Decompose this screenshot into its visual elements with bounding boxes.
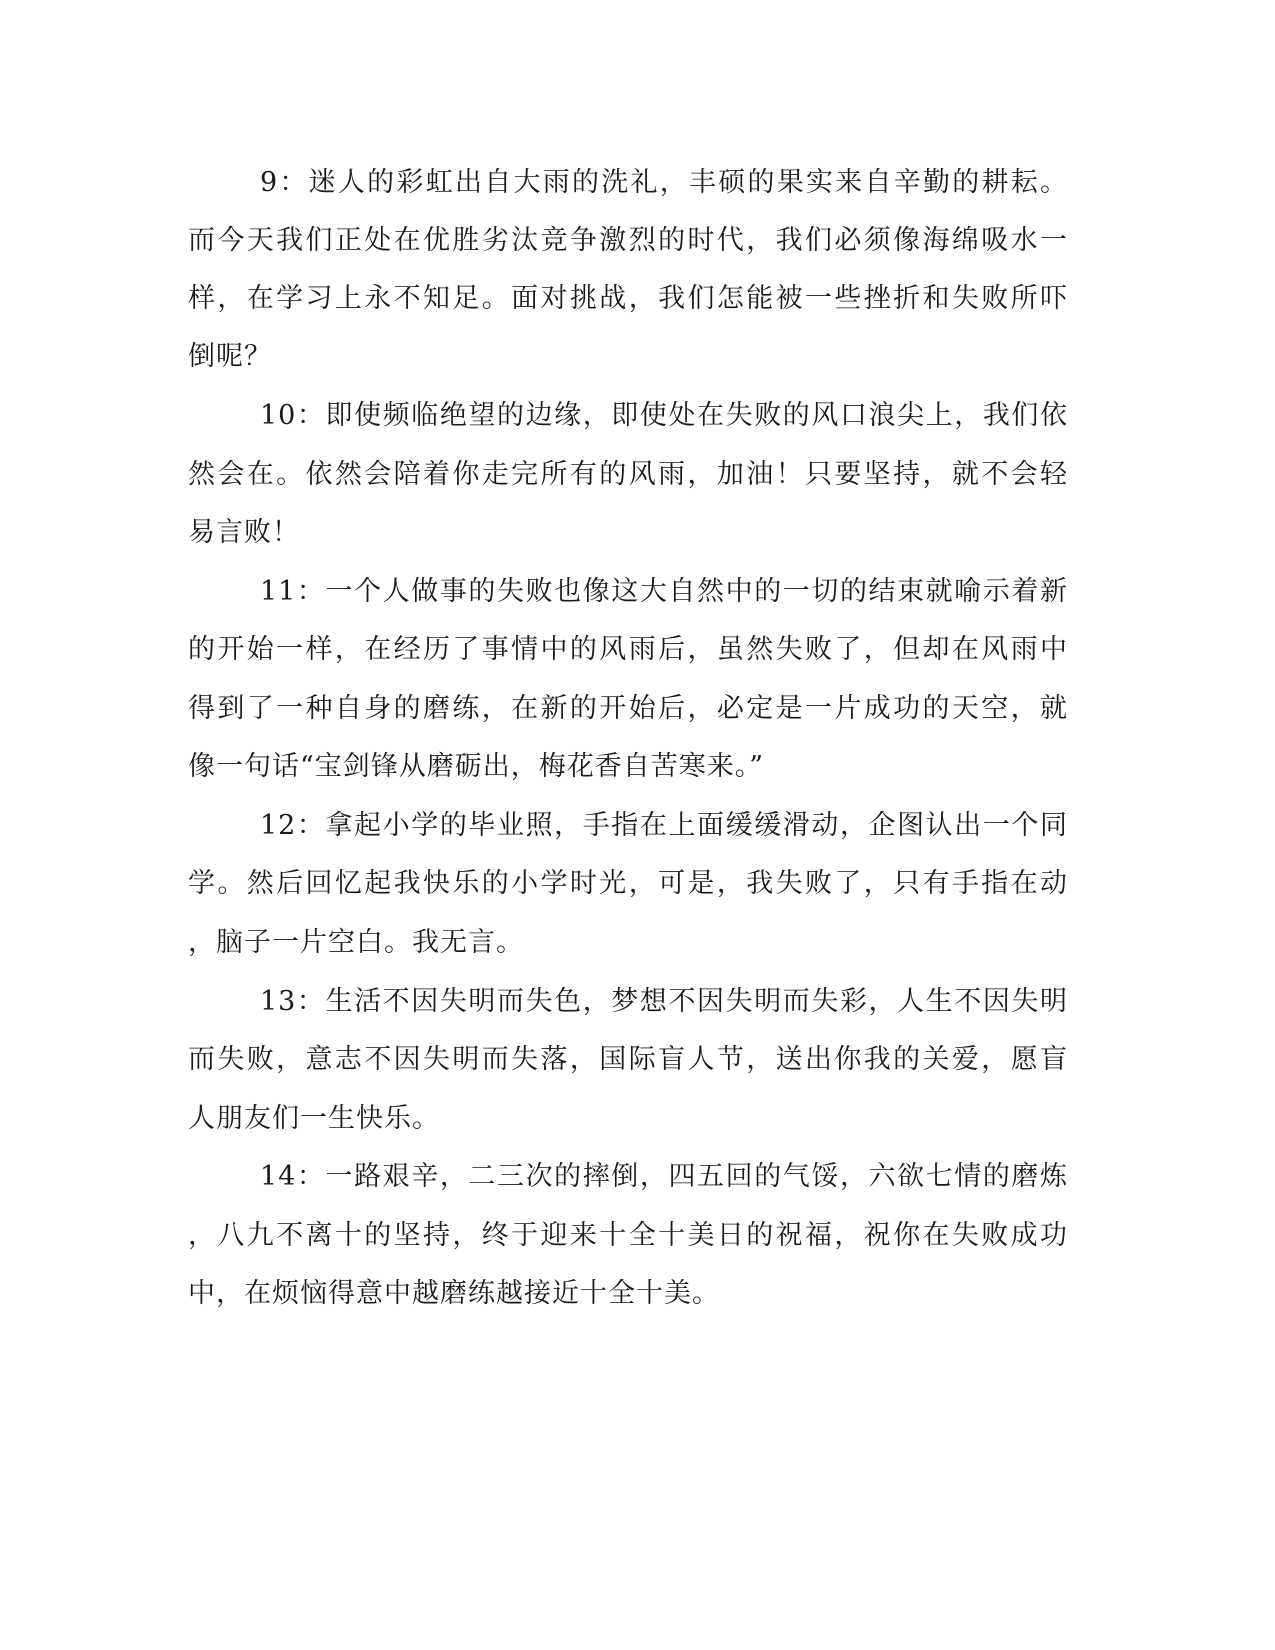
- paragraph-11-line-4: 像一句话“宝剑锋从磨砺出，梅花香自苦寒来。”: [188, 751, 765, 782]
- paragraph-11-line-3: 得到了一种自身的磨练，在新的开始后，必定是一片成功的天空，就: [188, 693, 1068, 724]
- paragraph-9-line-4: 倒呢？: [188, 341, 272, 372]
- paragraph-14-line-1: 14：一路艰辛，二三次的摔倒，四五回的气馁，六欲七情的磨炼: [260, 1161, 1068, 1192]
- paragraph-12-line-3: ，脑子一片空白。我无言。: [188, 927, 524, 958]
- paragraph-10-line-1: 10：即使频临绝望的边缘，即使处在失败的风口浪尖上，我们依: [260, 400, 1068, 431]
- paragraph-14-line-2: ，八九不离十的坚持，终于迎来十全十美日的祝福，祝你在失败成功: [188, 1220, 1068, 1251]
- paragraph-12-line-1: 12：拿起小学的毕业照，手指在上面缓缓滑动，企图认出一个同: [260, 810, 1068, 841]
- paragraph-9-line-3: 样，在学习上永不知足。面对挑战，我们怎能被一些挫折和失败所吓: [188, 283, 1068, 314]
- paragraph-13-line-1: 13：生活不因失明而失色，梦想不因失明而失彩，人生不因失明: [260, 986, 1068, 1017]
- paragraph-9-line-1: 9：迷人的彩虹出自大雨的洗礼，丰硕的果实来自辛勤的耕耘。: [260, 167, 1068, 198]
- paragraph-14-line-3: 中，在烦恼得意中越磨练越接近十全十美。: [188, 1278, 720, 1309]
- paragraph-13-line-2: 而失败，意志不因失明而失落，国际盲人节，送出你我的关爱，愿盲: [188, 1044, 1068, 1075]
- paragraph-10-line-2: 然会在。依然会陪着你走完所有的风雨，加油！只要坚持，就不会轻: [188, 459, 1068, 490]
- paragraph-10-line-3: 易言败！: [188, 517, 300, 548]
- paragraph-11-line-2: 的开始一样，在经历了事情中的风雨后，虽然失败了，但却在风雨中: [188, 634, 1068, 665]
- paragraph-11-line-1: 11：一个人做事的失败也像这大自然中的一切的结束就喻示着新: [260, 576, 1068, 607]
- paragraph-13-line-3: 人朋友们一生快乐。: [188, 1103, 440, 1134]
- paragraph-12-line-2: 学。然后回忆起我快乐的小学时光，可是，我失败了，只有手指在动: [188, 868, 1068, 899]
- paragraph-9-line-2: 而今天我们正处在优胜劣汰竞争激烈的时代，我们必须像海绵吸水一: [188, 225, 1068, 256]
